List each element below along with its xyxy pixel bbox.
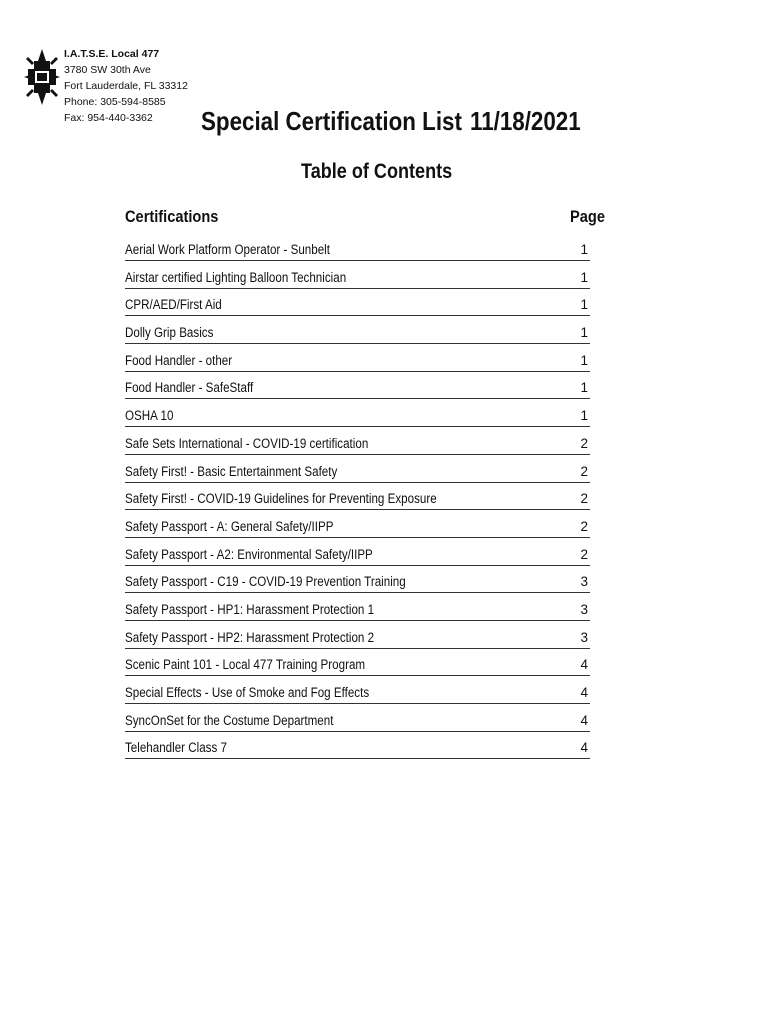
certification-name: Special Effects - Use of Smoke and Fog Effects (125, 685, 370, 700)
list-item (125, 649, 590, 677)
certification-name: Aerial Work Platform Operator - Sunbelt (125, 242, 330, 257)
page-number: 4 (580, 712, 588, 728)
certification-name: Scenic Paint 101 - Local 477 Training Program (125, 657, 366, 673)
list-item (125, 261, 590, 289)
page-number: 2 (580, 518, 588, 534)
certification-name: Airstar certified Lighting Balloon Technician (125, 269, 347, 285)
page-number: 1 (580, 408, 588, 424)
page-number: 2 (580, 463, 588, 479)
list-item (125, 344, 590, 372)
page-number: 4 (580, 685, 588, 700)
certification-name: Food Handler - other (125, 352, 233, 368)
page-number: 3 (580, 601, 588, 617)
list-item (125, 704, 590, 732)
list-item (125, 732, 590, 760)
certification-name: SyncOnSet for the Costume Department (125, 712, 334, 728)
certification-name: CPR/AED/First Aid (125, 297, 222, 313)
list-item (125, 427, 590, 455)
list-item (125, 621, 590, 649)
page-number: 2 (580, 491, 588, 507)
certification-name: Safety Passport - A2: Environmental Safety/IIPP (125, 546, 373, 562)
list-item (125, 289, 590, 317)
org-address-line1: 3780 SW 30th Ave (64, 64, 151, 76)
certification-name: Food Handler - SafeStaff (125, 380, 254, 396)
certifications-header: Certifications (125, 207, 219, 226)
page-number: 1 (580, 380, 588, 396)
certification-name: Safety Passport - C19 - COVID-19 Prevention Training (125, 574, 406, 590)
org-phone: Phone: 305-594-8585 (64, 96, 166, 108)
page-number: 2 (580, 546, 588, 562)
list-item (125, 566, 590, 594)
page-number: 1 (580, 242, 588, 257)
page-number: 4 (580, 657, 588, 673)
list-item (125, 455, 590, 483)
document-title: Special Certification List (201, 106, 462, 136)
certification-name: Safety Passport - HP1: Harassment Protection 1 (125, 601, 375, 617)
list-item (125, 316, 590, 344)
list-item (125, 372, 590, 400)
list-item (125, 676, 590, 704)
org-info (64, 46, 188, 126)
certification-name: Safety First! - COVID-19 Guidelines for Preventing Exposure (125, 491, 437, 507)
page-number: 4 (580, 740, 588, 756)
list-item (125, 538, 590, 566)
org-address-line2: Fort Lauderdale, FL 33312 (64, 80, 188, 92)
certification-list (125, 239, 590, 759)
certification-name: Safety Passport - HP2: Harassment Protection 2 (125, 629, 375, 645)
page-number: 3 (580, 629, 588, 645)
org-name: I.A.T.S.E. Local 477 (64, 48, 160, 60)
certification-name: Safety First! - Basic Entertainment Safety (125, 463, 338, 479)
certification-name: OSHA 10 (125, 408, 174, 424)
page-number: 3 (580, 574, 588, 590)
list-item (125, 399, 590, 427)
certification-name: Dolly Grip Basics (125, 325, 214, 341)
list-item (125, 593, 590, 621)
toc-heading: Table of Contents (301, 160, 453, 183)
iatse-logo (22, 47, 62, 107)
org-fax: Fax: 954-440-3362 (64, 112, 153, 124)
document-date: 11/18/2021 (470, 106, 581, 136)
page-number: 2 (580, 435, 588, 451)
page-number: 1 (580, 325, 588, 341)
page-number: 1 (580, 352, 588, 368)
list-item (125, 483, 590, 511)
page-number: 1 (580, 297, 588, 313)
list-item (125, 510, 590, 538)
certification-name: Safety Passport - A: General Safety/IIPP (125, 518, 334, 534)
page-header: Page (570, 207, 605, 226)
certification-name: Telehandler Class 7 (125, 740, 227, 756)
certification-name: Safe Sets International - COVID-19 certification (125, 435, 369, 451)
list-item (125, 239, 590, 261)
page-number: 1 (580, 269, 588, 285)
